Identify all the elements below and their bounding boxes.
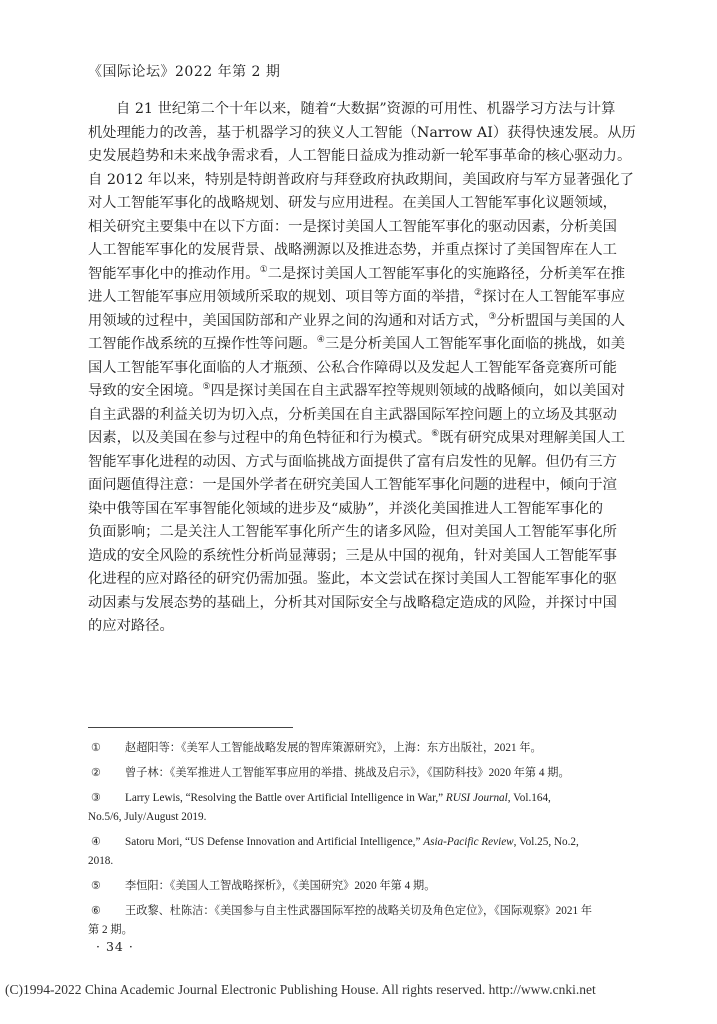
- footnote-number: ②: [91, 767, 102, 779]
- footnote-2: [88, 764, 662, 783]
- text-fragment: 用领域的过程中，美国国防部和产业界之间的沟通和对话方式，: [88, 312, 489, 329]
- text-line: 人工智能军事化的发展背景、战略溯源以及推进态势，并重点探讨了美国智库在人工: [88, 242, 617, 258]
- text-line: 自主武器的利益关切为切入点，分析美国在自主武器国际军控问题上的立场及其驱动: [88, 406, 617, 423]
- text-line: [88, 427, 662, 451]
- footnote-marker[interactable]: ④: [316, 335, 325, 346]
- citation-text: , Vol.25, No.2,: [513, 836, 579, 848]
- text-line: 智能军事化进程的动因、方式与面临挑战方面提供了富有启发性的见解。但仍有三方: [88, 453, 617, 470]
- text-line: 机处理能力的改善，基于机器学习的狭义人工智能（Narrow AI）获得快速发展。从历: [88, 124, 636, 141]
- text-line: 负面影响；二是关注人工智能军事化所产生的诸多风险，但对美国人工智能军事化所: [88, 524, 617, 540]
- text-line: 造成的安全风险的系统性分析尚显薄弱；三是从中国的视角，针对美国人工智能军事: [88, 547, 617, 564]
- footnote-continuation: No.5/6, July/August 2019.: [88, 811, 207, 823]
- text-fragment: 导致的安全困境。: [88, 383, 203, 399]
- citation-text: , Vol.164,: [507, 792, 551, 804]
- footnote-number: ⑥: [91, 905, 102, 917]
- text-line: 染中俄等国在军事智能化领域的进步及“威胁”，并淡化美国推进人工智能军事化的: [88, 500, 604, 517]
- text-fragment: 工智能作战系统的互操作性等问题。: [88, 336, 317, 352]
- footnote-text: 曾子林：《美军推进人工智能军事应用的举措、挑战及启示》，《国防科技》2020 年第 4 期。: [125, 767, 570, 779]
- footnote-number: ⑤: [91, 880, 102, 892]
- footnote-marker[interactable]: ②: [474, 288, 483, 299]
- text-line: 史发展趋势和未来战争需求看，人工智能日益成为推动新一轮军事革命的核心驱动力。: [88, 148, 632, 164]
- running-header: 《国际论坛》2022 年第 2 期: [88, 64, 281, 80]
- text-fragment: 因素，以及美国在参与过程中的角色特征和行为模式。: [88, 430, 432, 446]
- paragraph: [88, 98, 662, 639]
- footnote-text: 赵超阳等：《美军人工智能战略发展的智库策源研究》，上海：东方出版社，2021 年。: [125, 742, 542, 754]
- footnote-marker[interactable]: ③: [488, 311, 497, 322]
- footnote-3: [88, 789, 662, 827]
- text-line: [88, 333, 662, 357]
- text-line: 国人工智能军事化面临的人才瓶颈、公私合作障碍以及发起人工智能军备竞赛所可能: [88, 359, 617, 376]
- citation-text: Larry Lewis, “Resolving the Battle over Artificial Intelligence in War,”: [125, 792, 446, 804]
- body-text: [88, 98, 662, 639]
- text-line: [88, 286, 662, 310]
- footnote-1: [88, 739, 662, 758]
- text-line: 的应对路径。: [88, 618, 174, 634]
- text-fragment: 进人工智能军事应用领域所采取的规划、项目等方面的举措，: [88, 289, 475, 305]
- footnote-4: [88, 833, 662, 871]
- footnote-number: ①: [91, 742, 102, 754]
- text-fragment: 三是分析美国人工智能军事化面临的挑战，如美: [324, 336, 626, 352]
- footnote-5: [88, 877, 662, 896]
- text-line: 自 2012 年以来，特别是特朗普政府与拜登政府执政期间，美国政府与军方显著强化了: [88, 171, 634, 188]
- text-line: 对人工智能军事化的战略规划、研发与应用进程。在美国人工智能军事化议题领域，: [88, 195, 617, 211]
- text-line: [88, 263, 662, 287]
- footnote-divider: [88, 727, 293, 728]
- footnote-6: [88, 902, 662, 940]
- footnote-marker[interactable]: ⑤: [202, 382, 211, 393]
- footnote-number: ④: [91, 836, 102, 848]
- text-line: 自 21 世纪第二个十年以来，随着“大数据”资源的可用性、机器学习方法与计算: [116, 101, 616, 117]
- text-line: 面问题值得注意：一是国外学者在研究美国人工智能军事化问题的进程中，倾向于渲: [88, 477, 617, 493]
- citation-text: Satoru Mori, “US Defense Innovation and Artificial Intelligence,”: [125, 836, 424, 848]
- copyright-notice: (C)1994-2022 China Academic Journal Electronic Publishing House. All rights reserved. http://www.cnki.net: [5, 982, 596, 997]
- page-number: · 34 ·: [96, 939, 134, 954]
- footnote-marker[interactable]: ⑥: [431, 429, 440, 440]
- footnote-number: ③: [91, 792, 102, 804]
- text-line: 化进程的应对路径的研究仍需加强。鉴此，本文尝试在探讨美国人工智能军事化的驱: [88, 571, 617, 587]
- footnote-continuation: 2018.: [88, 855, 114, 867]
- text-fragment: 二是探讨美国人工智能军事化的实施路径，分析美军在推: [267, 265, 626, 282]
- footnote-text: [125, 833, 662, 852]
- text-fragment: 既有研究成果对理解美国人工: [439, 430, 626, 446]
- text-line: [88, 310, 662, 334]
- journal-title: RUSI Journal: [445, 792, 508, 804]
- text-line: [88, 380, 662, 404]
- journal-title: Asia-Pacific Review: [423, 836, 514, 848]
- footnote-continuation: 第 2 期。: [88, 924, 133, 936]
- text-fragment: 分析盟国与美国的人: [496, 312, 626, 329]
- footnote-text: 王政黎、杜陈洁：《美国参与自主性武器国际军控的战略关切及角色定位》，《国际观察》2021 年: [125, 905, 593, 917]
- footnotes: [88, 739, 662, 946]
- text-fragment: 探讨在人工智能军事应: [482, 289, 626, 305]
- footnote-text: 李恒阳：《美国人工智战略探析》，《美国研究》2020 年第 4 期。: [125, 880, 436, 892]
- text-fragment: 智能军事化中的推动作用。: [88, 265, 260, 282]
- text-line: 动因素与发展态势的基础上，分析其对国际安全与战略稳定造成的风险，并探讨中国: [88, 594, 617, 611]
- footnote-text: [125, 789, 662, 808]
- text-line: 相关研究主要集中在以下方面：一是探讨美国人工智能军事化的驱动因素，分析美国: [88, 218, 617, 235]
- text-fragment: 四是探讨美国在自主武器军控等规则领域的战略倾向，如以美国对: [210, 383, 626, 399]
- footnote-marker[interactable]: ①: [259, 264, 268, 275]
